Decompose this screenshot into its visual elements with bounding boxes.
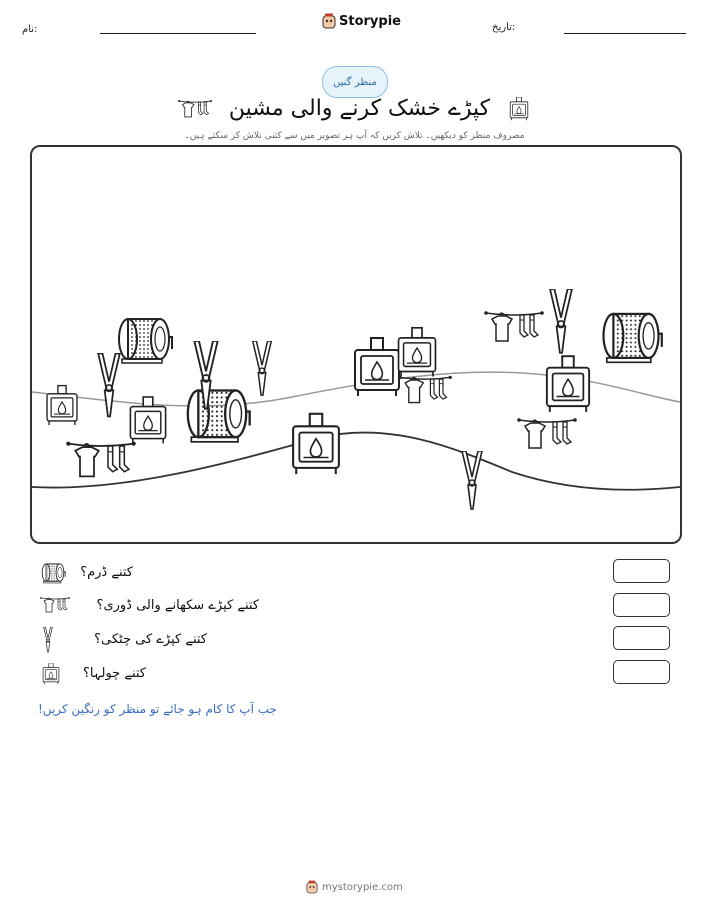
stove-icon — [42, 663, 60, 685]
clothespin-icon — [42, 627, 54, 653]
footer — [306, 880, 403, 894]
stove-3 — [293, 414, 339, 474]
page-title — [0, 96, 709, 121]
clothesline-2 — [484, 311, 544, 341]
question-text: کتنے کپڑے سکھانے والی ڈوری؟ — [96, 598, 259, 613]
question-text: کتنے کپڑے کی چٹکی؟ — [94, 632, 207, 647]
brand-logo — [322, 13, 401, 29]
drum-1 — [119, 319, 172, 363]
answer-box-clothespins[interactable] — [613, 626, 670, 650]
answer-box-stoves[interactable] — [613, 660, 670, 684]
instructions: مصروف منظر کو دیکھیں۔ تلاش کریں کہ آپ ہر تصویر میں سے کتنی تلاش کر سکتے ہیں۔ — [184, 131, 525, 141]
stove-2 — [130, 397, 165, 443]
foreground-hill — [32, 432, 680, 489]
count-badge: منظر گنیں — [322, 66, 388, 98]
storypie-icon — [306, 880, 318, 894]
clothesline-3 — [398, 376, 452, 403]
storypie-icon — [322, 13, 336, 29]
brand-name: Storypie — [339, 13, 401, 29]
stove-5 — [399, 328, 436, 377]
question-text: کتنے ڈرم؟ — [80, 565, 133, 580]
clothespin-5 — [462, 451, 482, 509]
clothesline-4 — [517, 418, 577, 448]
stove-4 — [355, 338, 399, 396]
stove-icon — [507, 97, 531, 121]
question-clotheslines — [97, 598, 259, 613]
footer-url[interactable]: mystorypie.com — [322, 881, 403, 893]
answer-box-drums[interactable] — [613, 559, 670, 583]
clothespin-1 — [98, 354, 120, 417]
clothesline-icon — [40, 594, 70, 616]
question-text: کتنے چولہا؟ — [83, 666, 146, 681]
stove-6 — [547, 356, 589, 412]
question-clothespins — [94, 632, 207, 647]
busy-scene — [30, 145, 682, 544]
name-line[interactable] — [100, 33, 256, 34]
answer-box-clotheslines[interactable] — [613, 593, 670, 617]
clothesline-1 — [66, 442, 136, 477]
clothespin-4 — [550, 289, 572, 353]
question-stoves — [83, 666, 146, 681]
drum-3 — [604, 314, 662, 362]
stove-1 — [47, 386, 77, 425]
title-text: کپڑے خشک کرنے والی مشین — [228, 96, 491, 121]
clothespin-3 — [253, 341, 272, 395]
date-line[interactable] — [564, 33, 686, 34]
drum-2 — [188, 391, 250, 442]
clothesline-icon — [178, 97, 212, 121]
closing-instruction: جب آپ کا کام ہو جائے تو منظر کو رنگین کریں! — [38, 702, 277, 716]
drum-icon — [40, 561, 66, 585]
date-label: تاریخ: — [492, 22, 516, 33]
name-label: نام: — [22, 24, 38, 35]
question-drums — [80, 565, 133, 580]
scene-illustration — [32, 147, 680, 542]
